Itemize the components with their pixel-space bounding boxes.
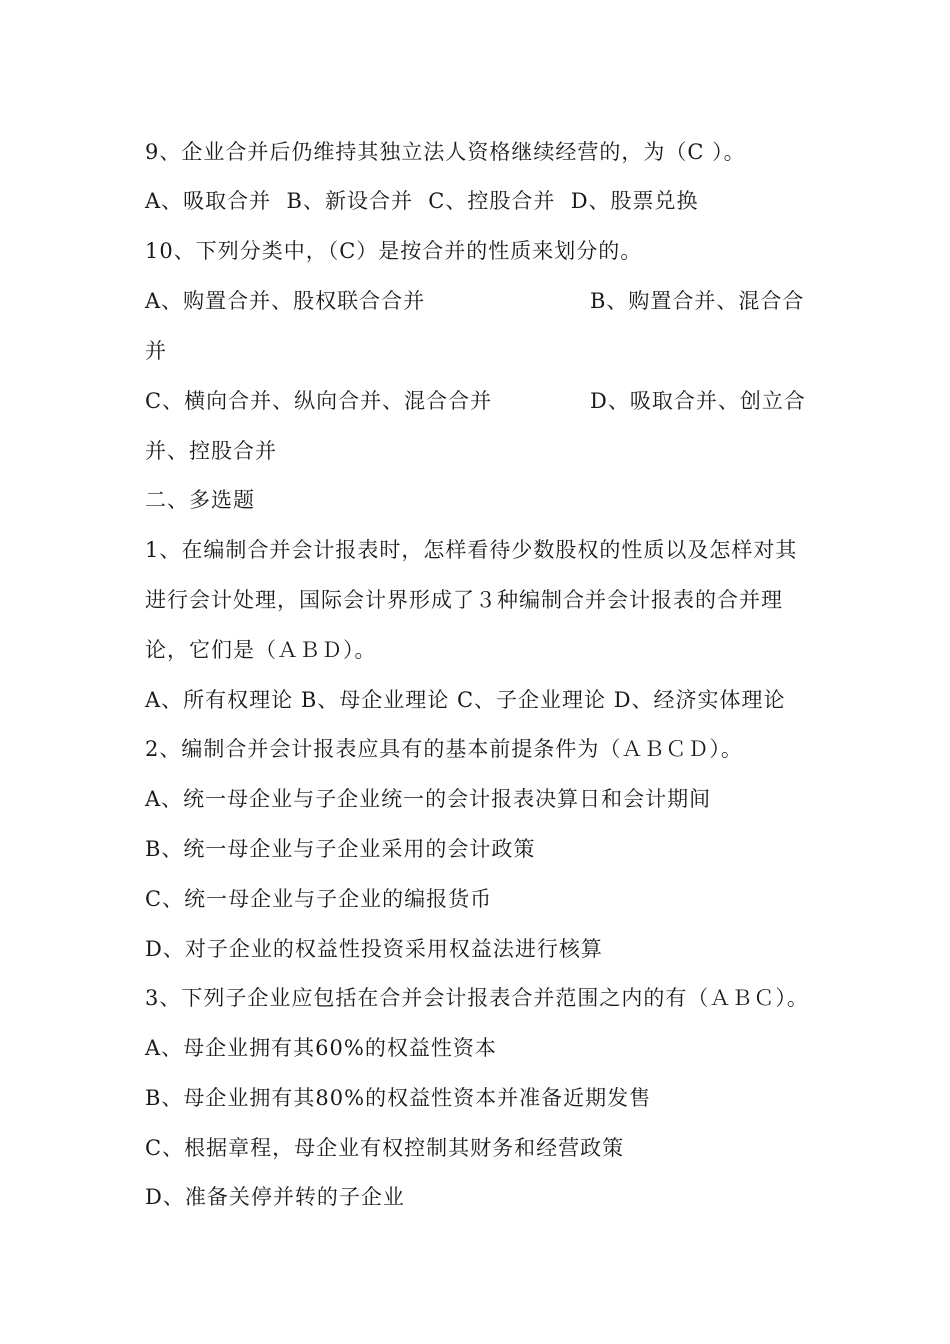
mc-question-2-option-d: D、对子企业的权益性投资采用权益法进行核算 xyxy=(145,937,603,961)
question-10: 10、下列分类中，（C）是按合并的性质来划分的。 xyxy=(145,239,643,263)
question-10-option-a: A、购置合并、股权联合合并 xyxy=(145,289,426,313)
mc-question-2-option-a: A、统一母企业与子企业统一的会计报表决算日和会计期间 xyxy=(145,787,712,811)
mc-question-3-option-d: D、准备关停并转的子企业 xyxy=(145,1185,405,1209)
mc-question-3: 3、下列子企业应包括在合并会计报表合并范围之内的有（ＡＢＣ）。 xyxy=(145,986,809,1010)
question-10-option-b-cont: 并 xyxy=(145,339,167,363)
mc-question-1-line-1: 1、在编制合并会计报表时，怎样看待少数股权的性质以及怎样对其 xyxy=(145,538,798,562)
mc-question-1-line-3: 论，它们是（ＡＢＤ）。 xyxy=(145,638,377,662)
question-9-options: A、吸取合并 B、新设合并 C、控股合并 D、股票兑换 xyxy=(145,189,699,213)
question-9: 9、企业合并后仍维持其独立法人资格继续经营的，为（C ）。 xyxy=(145,140,746,164)
mc-question-2-option-c: C、统一母企业与子企业的编报货币 xyxy=(145,887,493,911)
question-10-option-d-cont: 并、控股合并 xyxy=(145,439,277,463)
mc-question-2: 2、编制合并会计报表应具有的基本前提条件为（ＡＢＣＤ）。 xyxy=(145,737,743,761)
mc-question-3-option-a: A、母企业拥有其60%的权益性资本 xyxy=(145,1036,497,1060)
section-heading-multiple-choice: 二、多选题 xyxy=(145,488,255,512)
mc-question-2-option-b: B、统一母企业与子企业采用的会计政策 xyxy=(145,837,536,861)
mc-question-3-option-c: C、根据章程，母企业有权控制其财务和经营政策 xyxy=(145,1136,625,1160)
mc-question-1-options: A、所有权理论 B、母企业理论 C、子企业理论 D、经济实体理论 xyxy=(145,688,786,712)
question-10-option-b: B、购置合并、混合合 xyxy=(590,289,805,313)
question-10-option-c: C、横向合并、纵向合并、混合合并 xyxy=(145,389,493,413)
mc-question-1-line-2: 进行会计处理，国际会计界形成了３种编制合并会计报表的合并理 xyxy=(145,588,783,612)
mc-question-3-option-b: B、母企业拥有其80%的权益性资本并准备近期发售 xyxy=(145,1086,652,1110)
question-10-option-d: D、吸取合并、创立合 xyxy=(590,389,806,413)
